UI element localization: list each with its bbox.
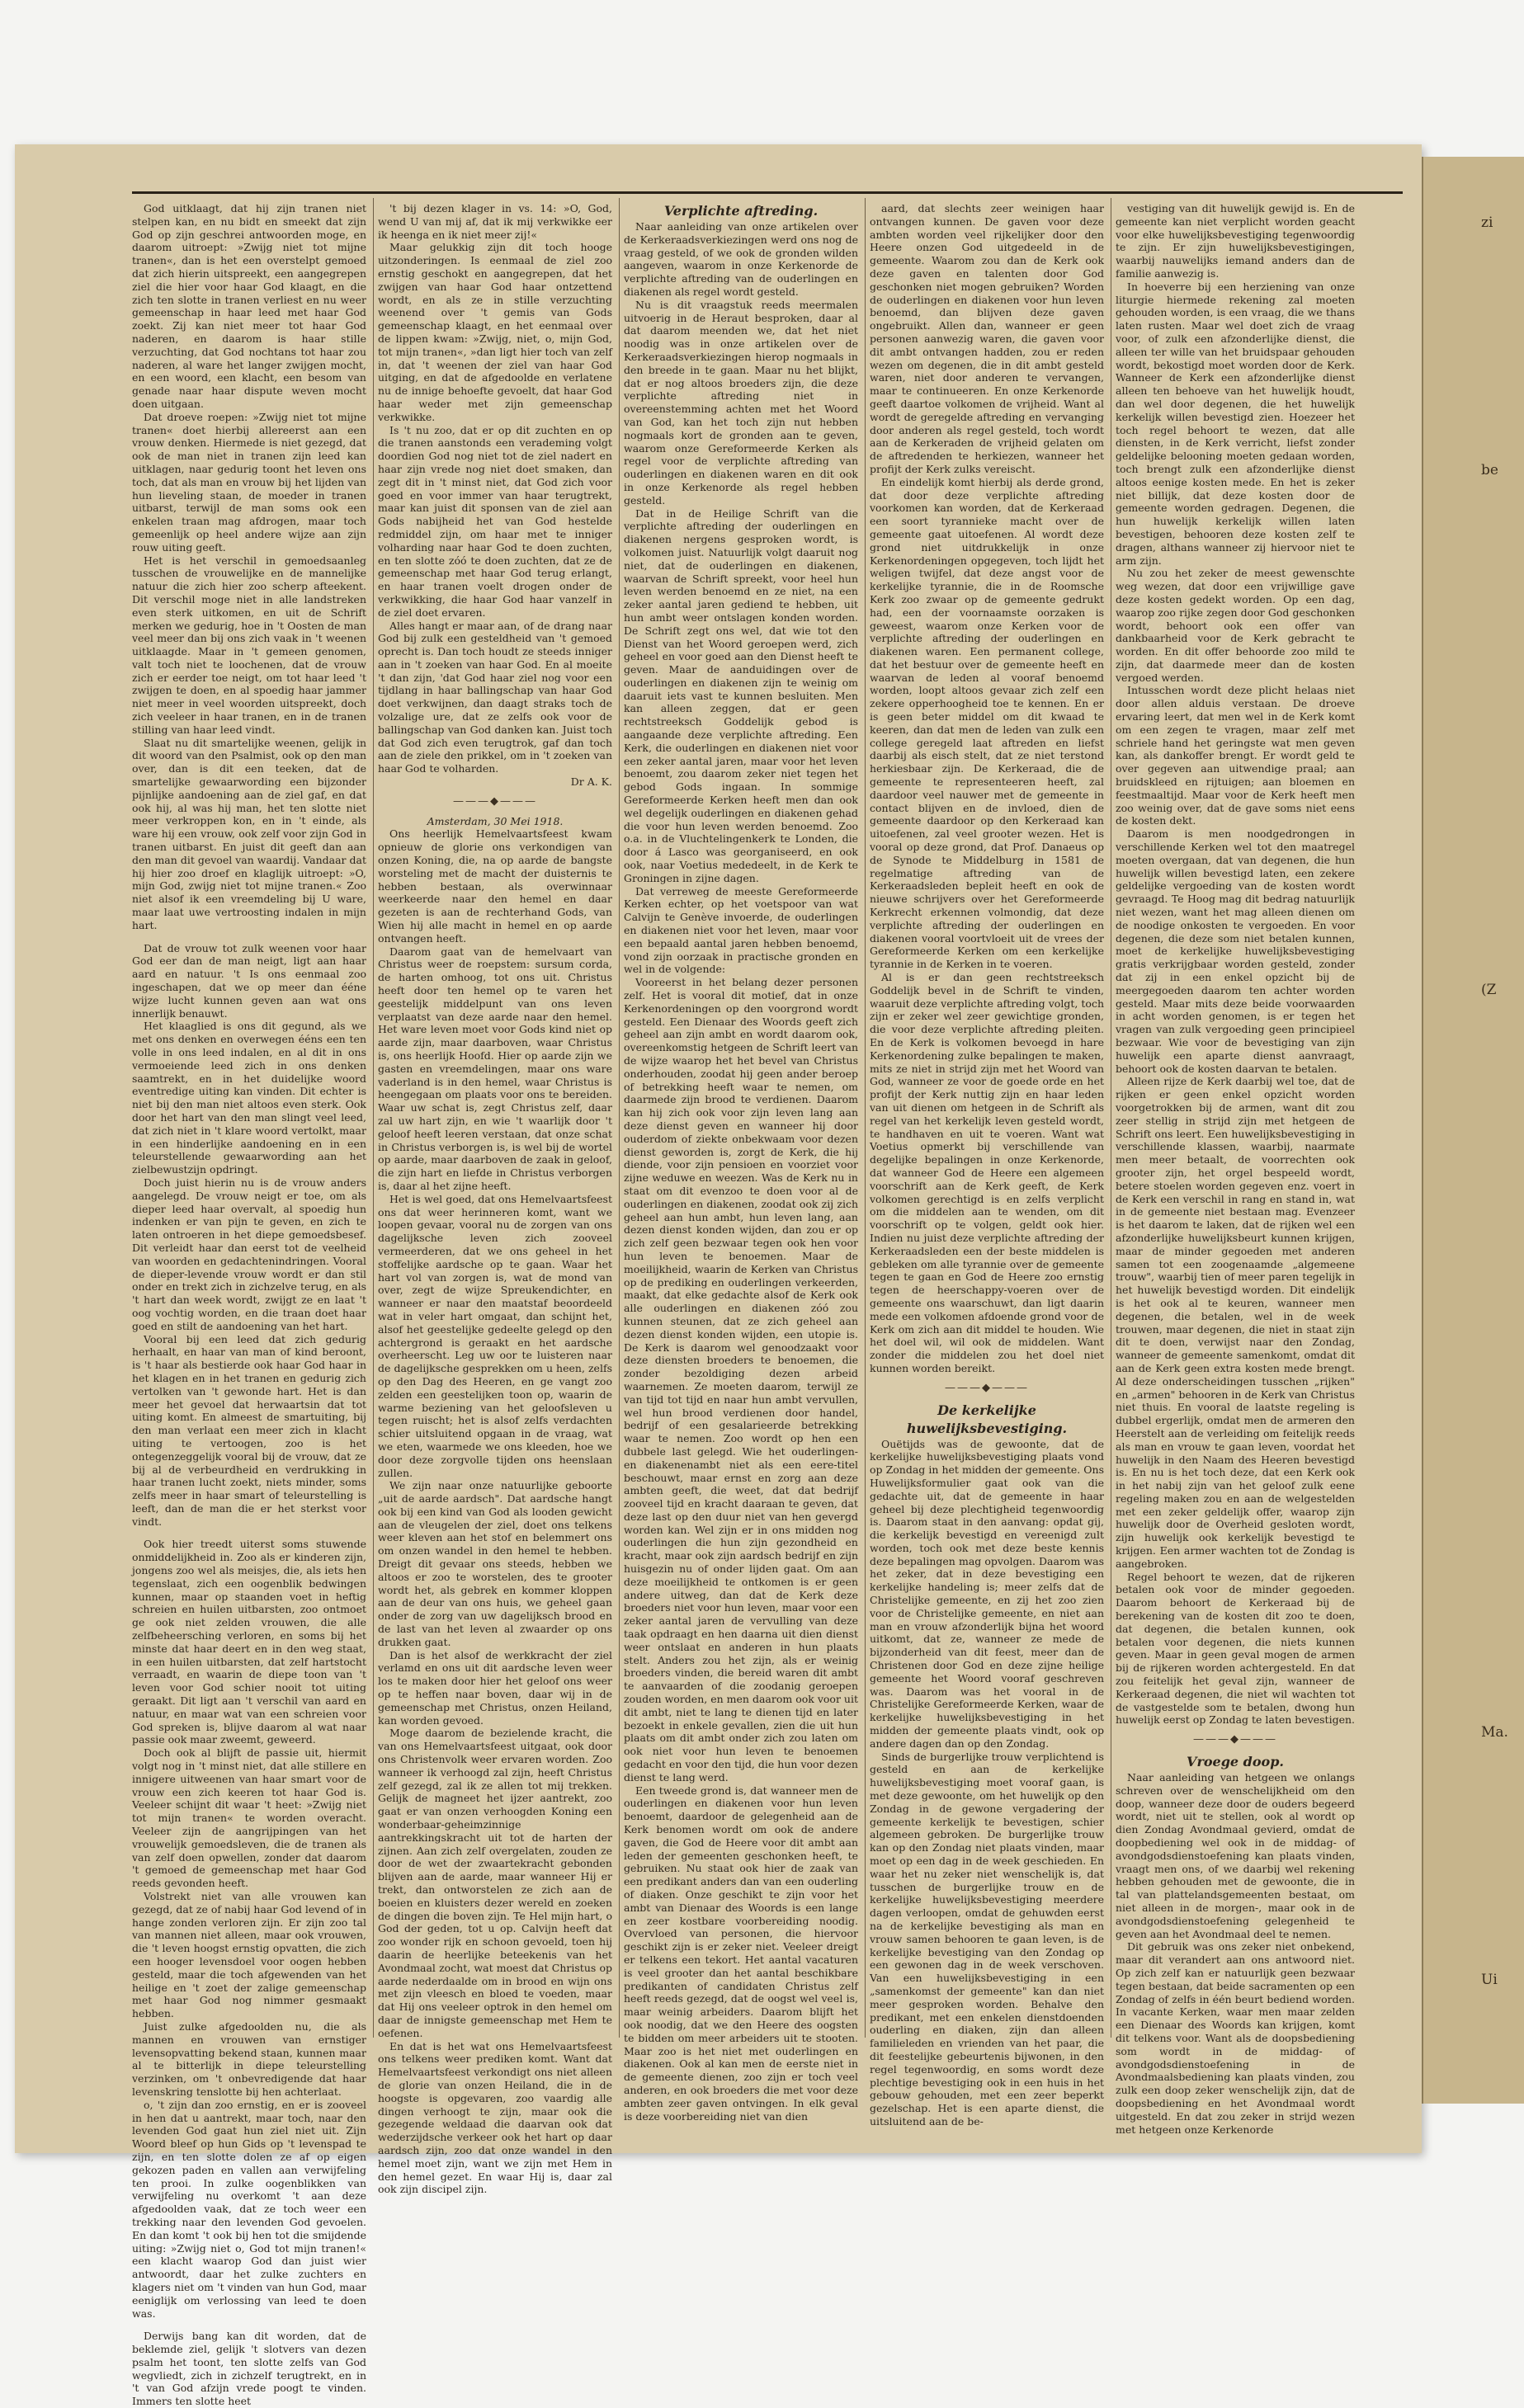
edge-snippet: (Z [1481,982,1497,998]
paragraph: In hoeverre bij een herziening van onze liturgie hiermede rekening zal moeten gehouden worden, is een vraag, die we thans laten rusten. Maar wel doet zich de vraag voor, of zulk een afzonderlijke dienst, die alleen ter wille van het bruidspaar gehouden wordt, bekostigd moet worden door de Kerk. Wanneer de Kerk een afzonderlijke dienst alleen ten behoeve van het huwelijk houdt, dan wel door degenen, die het huwelijk kerkelijk willen bevestigd zien. Hoezeer het toch regel behoort te wezen, dat alle diensten, in de Kerk verricht, liefst zonder geldelijke belooning moeten gedaan worden, toch brengt zulk een afzonderlijke dienst altoos eenige kosten mede. En het is zeker niet billijk, dat deze kosten door de gemeente worden gedragen. Degenen, die hun huwelijk kerkelijk willen laten bevestigen, behooren deze kosten zelf te dragen, althans wanneer zij hiervoor niet te arm zijn. [1116,280,1355,567]
paragraph: Het is wel goed, dat ons Hemelvaartsfeest ons dat weer herinneren komt, want we loopen gevaar, vooral nu de zorgen van ons dagelijksche leven zich zooveel vermeerderen, dat we ons geheel in het stoffelijke aardsche op te gaan. Waar het hart vol van zorgen is, wat de mond van over, zegt de wijze Spreukendichter, en wanneer er naar den maatstaf beoordeeld wat in veler hart omgaat, dan schijnt het, alsof het geestelijke gedeelte gelegd op den achtergrond is geraakt en het aardsche overheerscht. Leg uw oor te luisteren naar de dagelijksche gesprekken om u heen, zelfs op den Dag des Heeren, en ge vangt zoo zelden een geestelijken toon op, waarin de warme beziening van het geloofsleven u tegen ruischt; het is alsof zelfs verdachten schier uitsluitend opgaan in de vraag, wat we eten, waarmede we ons kleeden, hoe we door deze zorgvolle tijden ons heenslaan zullen. [378,1192,612,1479]
edge-snippet: zi [1481,214,1493,231]
ornament-divider: ———◆——— [945,1381,1029,1394]
paragraph: Dan is het alsof de werkkracht der ziel verlamd en ons uit dit aardsche leven weer los te maken door hier het geloof ons weer op te heffen naar boven, daar wij in de gemeenschap met Christus, onzen Heiland, kan worden gevoed. [378,1648,612,1727]
column-2 [378,202,612,2196]
paragraph: Is 't nu zoo, dat er op dit zuchten en op die tranen aanstonds een verademing volgt doordien God nog niet tot de ziel nadert en haar zijn vrede nog niet doet smaken, dan zegt dit in 't minst niet, dat God zich voor goed en voor immer van haar terugtrekt, maar kan juist dit sponsen van de ziel aan Gods nabijheid het van God hestelde redmiddel zijn, om haar met te inniger volharding naar haar God te doen zuchten, en ten slotte zóó te doen zuchten, dat ze de gemeenschap met haar God terug erlangt, en haar tranen voelt drogen onder de verkwikking, die haar God haar vanzelf in de ziel doet ervaren. [378,423,612,619]
column-1 [132,202,366,2408]
article-heading: Vroege doop. [1187,1754,1284,1770]
paragraph: Naar aanleiding van onze artikelen over de Kerkeraadsverkiezingen werd ons nog de vraag gesteld, of we ook de gronden wilden aangeven, waarom in onze Kerkenorde de verplichte aftreding van de ouderlingen en diakenen als regel wordt gesteld. [624,220,858,298]
paragraph: Ons heerlijk Hemelvaartsfeest kwam opnieuw de glorie ons verkondigen van onzen Koning, die, na op aarde de bangste worsteling met de macht der duisternis te hebben bestaan, als overwinnaar weerkeerde naar den hemel en daar gezeten is aan de rechterhand Gods, van Wien hij alle macht in hemel en op aarde ontvangen heeft. [378,827,612,945]
paragraph: Regel behoort te wezen, dat de rijkeren betalen ook voor de minder gegoeden. Daarom behoort de Kerkeraad bij de berekening van de kosten dit zoo te doen, dat degenen, die betalen kunnen, ook betalen voor degenen, die niets kunnen geven. Maar in geen geval mogen de armen bij de rijkeren worden achtergesteld. En dat zou feitelijk het geval zijn, wanneer de Kerkeraad degenen, die niet wil wachten tot de vastgestelde som te betalen, dwong hun huwelijk eerst op Zondag te laten bevestigen. [1116,1570,1355,1727]
edge-snippet: Ma. [1481,1724,1508,1741]
paragraph: Doch ook al blijft de passie uit, hiermit volgt nog in 't minst niet, dat alle stillere en innigere uitweenen van haar smart voor de vrouw een zich keeren tot haar God is. Veeleer schijnt dit waar 't heet: »Zwijg niet tot mijn tranen« te worden overacht. Veeleer zijn de aangrijpingen van het vrouwelijk gemoedsleven, die de tranen als van zelf doen opwellen, zonder dat daarom 't gemoed de gemeenschap met haar God reeds gevonden heeft. [132,1746,366,1890]
paragraph: God uitklaagt, dat hij zijn tranen niet stelpen kan, en nu bidt en smeekt dat zijn God op zijn geschrei antwoorden moge, en daarom uitroept: »Zwijg niet tot mijne tranen«, dan is het een overstelpt gemoed dat zich hierin uitspreekt, een aangegrepen ziel die hier voor haar God klaagt, en die zich ten slotte in tranen verliest en nu weer gemeenschap in haar leed met haar God zoekt. Zij kan niet meer tot haar God naderen, en daarom is haar stille verzuchting, dat God nochtans tot haar zou naderen, al ware het langer zwijgen mocht, en een woord, een klacht, een besom van genade naar haar dispute weven mocht doen uitgaan. [132,202,366,410]
paragraph: Vooreerst in het belang dezer personen zelf. Het is vooral dit motief, dat in onze Kerkenordeningen op den voorgrond wordt gesteld. Een Dienaar des Woords geeft zich geheel aan zijn ambt en wordt daarom ook, overeenkomstig hetgeen de Schrift leert van de wijze waarop het het bevel van Christus onderhouden, zoodat hij geen ander beroep of betrekking heeft waar te nemen, om daarmede zijn brood te verdienen. Daarom kan hij zich ook voor zijn leven lang aan deze dienst geven en wanneer hij door ouderdom of ziekte onbekwaam voor dezen dienst geworden is, zorgt de Kerk, die hij diende, voor zijn pensioen en voorziet voor zijne weduwe en weezen. Was de Kerk nu in staat om dit evenzoo te doen voor al de ouderlingen en diakenen, zoodat ook zij zich geheel aan hun ambt, hun leven lang, aan dezen dienst konden wijden, dan zou er op zich zelf geen bezwaar tegen ook hen voor hun leven te benoemen. Maar de moeilijkheid, waarin de Kerken van Christus op de prediking en ouderlingen verkeerden, maakt, dat elke gedachte alsof de Kerk ook alle ouderlingen en diakenen zóó zou kunnen steunen, dat ze zich geheel aan dezen dienst konden wijden, een utopie is. De Kerk is daarom wel genoodzaakt voor deze diensten broeders te benoemen, die zonder bezoldiging dezen arbeid waarnemen. Ze moeten daarom, terwijl ze van tijd tot tijd en naar hun ambt vervullen, wel hun brood verdienen door handel, bedrijf of een gesalarieerde betrekking waar te nemen. Zoo wordt op hen een dubbele last gelegd. Wie het ouderlingen- en diakenenambt niet als een eere-titel beschouwt, maar ernst en zorg aan deze ambten geeft, die weet, dat dat bedrijf zooveel tijd en kracht daaraan te geven, dat deze last op den duur niet van hen gevergd worden kan. Wel zijn er in ons midden nog ouderlingen die hun zijn gezondheid en kracht, maar ook zijn aardsch bedrijf en zijn huisgezin nu of onder lijden gaat. Om aan deze moeilijkheid te ontkomen is er geen andere uitweg, dan dat de Kerk deze broeders niet voor hun leven, maar voor een zeker aantal jaren de vervulling van deze taak opdraagt en hen daarna uit dien dienst weer ontslaat en anderen in hun plaats stelt. Anders zou het zijn, als er weinig broeders vinden, die bereid waren dit ambt te aanvaarden of die zoodanig geroepen zouden worden, en men daarom ook voor uit dit ambt, niet te lang te dienen tijd en later bezoekt in enkele gevallen, zien die uit hun plaats om dit ambt onder zich zou laten om ook niet voor hun leven te benoemen gedacht en voor den tijd, die hun voor dezen dienst te lang werd. [624,976,858,1784]
paragraph: o, 't zijn dan zoo ernstig, en er is zooveel in hen dat u aantrekt, maar toch, naar den levenden God gaat hun ziel niet uit. Zijn Woord bleef op hun Gids op 't levenspad te zijn, en ten slotte dolen ze af op eigen gekozen paden en vallen aan verwijfeling ten prooi. In zulke oogenblikken van verwijfeling nu overkomt 't aan deze afgedoolden vaak, dat ze toch weer een trekking naar den levenden God gevoelen. En dan komt 't ook bij hen tot die smijdende uiting: »Zwijg niet o, God tot mijn tranen!« een klacht waarop God dan juist wier antwoordt, daar het zulke zuchters en klagers niet om 't vinden van hun God, maar eeniglijk om verlossing van leed te doen was. [132,2098,366,2320]
article-heading: Verplichte aftreding. [663,203,819,219]
adjacent-page-edge [1422,157,1524,2104]
column-rule [619,198,620,2038]
paragraph: Nu is dit vraagstuk reeds meermalen uitvoerig in de Heraut besproken, daar al dat daarom meenden we, dat het niet noodig was in onze artikelen over de Kerkeraadsverkiezingen hierop nogmaals in den breede in te gaan. Maar nu het blijkt, dat er nog altoos broeders zijn, die deze verplichte aftreding niet in overeenstemming achten met het Woord van God, kan het toch zijn nut hebben nogmaals kort de gronden aan te geven, waarom onze Gereformeerde Kerken als regel voor de verplichte aftreding van ouderlingen en diakenen waren en dit ook in onze Kerkenorde als regel hebben gesteld. [624,298,858,507]
paragraph: Vooral bij een leed dat zich gedurig herhaalt, en haar van man of kind beroont, is 't haar als bestierde ook haar God haar in het klagen en in het tranen en gedurig zich vertolken van 't gewonde hart. Het is dan meer het gevoel dat herwaartsin dat tot uiting komt. En almeest de smartuiting, bij den man verlaat een meer zich in klacht uiting te vertoogen, zoo is het ontegenzeggelijk vooral bij de vrouw, dat ze bij al de verbeurdheid en verdrukking in haar tranen lucht zoekt, niets minder, soms zelfs meer in haar smart of teleurstelling is leeft, dan de man die er het sterkst voor vindt. [132,1332,366,1528]
paragraph: Slaat nu dit smartelijke weenen, gelijk in dit woord van den Psalmist, ook op den man over, dan is dit een teeken, dat de smartelijke gewaarwording een bijzonder pijnlijke aandoening aan de ziel gaf, en dat ook hij, al was hij man, het ten slotte niet meer verkroppen kon, en in 't einde, als ware hij een vrouw, ook zelf voor zijn God in tranen uitbarst. En juist dit geeft dan aan den man dit gevoel van waardij. Vandaar dat hij hier zoo droef en klaglijk uitroept: »O, mijn God, zwijg niet tot mijne tranen.« Zoo niet alsof ik een vreemdeling bij U ware, maar laat uwe vertroosting indalen in mijn hart. [132,736,366,931]
paragraph: Sinds de burgerlijke trouw verplichtend is gesteld en aan de kerkelijke huwelijksbevestiging moet vooraf gaan, is met deze gewoonte, om het huwelijk op den Zondag in de gewone vergadering der gemeente kerkelijk te bevestigen, schier algemeen gebroken. De burgerlijke trouw kan op den Zondag niet plaats vinden, maar moet op een dag in de week geschieden. En waar het nu zeker niet wenschelijk is, dat tusschen de burgerlijke trouw en de kerkelijke huwelijksbevestiging meerdere dagen verloopen, omdat de gehuwden eerst na de kerkelijke bevestiging als man en vrouw samen behooren te gaan leven, is de kerkelijke bevestiging van den Zondag op een gewonen dag in de week verschoven. Van een huwelijksbevestiging in een „samenkomst der gemeente" kan dan niet meer gesproken worden. Behalve den predikant, met een enkelen dienstdoenden ouderling en diaken, zijn dan alleen familieleden en vrienden van het paar, die dit feestelijke gebeurtenis bijwonen, in den regel tegenwoordig, en soms wordt deze plechtige bevestiging ook in een huis in het gebouw gehouden, met een zeer beperkt gezelschap. Het is een aparte dienst, die uitsluitend aan de be- [870,1750,1104,2128]
paragraph: Juist zulke afgedoolden nu, die als mannen en vrouwen van ernstiger levensopvatting bekend staan, kunnen maar al te bitterlijk in diepe teleurstelling verzinken, om 't onbevredigende dat haar levenskring tenslotte bij hen achterlaat. [132,2019,366,2098]
paragraph: Derwijs bang kan dit worden, dat de beklemde ziel, gelijk 't slotvers van dezen psalm het toont, ten slotte zelfs van God wegvliedt, zich in zichzelf terugtrekt, en in 't van God afzijn vrede poogt te vinden. Immers ten slotte heet [132,2330,366,2408]
ornament-divider: ———◆——— [1193,1733,1277,1746]
paragraph: Dat in de Heilige Schrift van die verplichte aftreding der ouderlingen en diakenen nergens gesproken wordt, is volkomen juist. Natuurlijk volgt daaruit nog niet, dat de ouderlingen en diakenen, waarvan de Schrift spreekt, voor heel hun leven werden benoemd en ze niet, na een zeker aantal jaren gediend te hebben, uit hun ambt weer ontslagen konden worden. De Schrift zegt ons wel, dat wie tot den Dienst van het Woord geroepen werd, zich geheel en voor goed aan den Dienst heeft te geven. Maar de aanduidingen over de ouderlingen en diakenen zijn te weinig om daaruit iets vast te kunnen besluiten. Men kan alleen zeggen, dat er geen rechtstreeksch Goddelijk gebod is aangaande deze verplichte aftreding. Een Kerk, die ouderlingen en diakenen niet voor een zeker aantal jaren, maar voor het leven benoemt, zou daarom zeker niet tegen het gebod Gods ingaan. In sommige Gereformeerde Kerken heeft men dan ook wel degelijk ouderlingen en diakenen gehad die voor hun leven werden benoemd. Zoo o.a. in de Vluchtelingenkerk te Londen, die door á Lasco was georganiseerd, en ook ook, naar Voetius mededeelt, in de Kerk te Groningen in zijne dagen. [624,507,858,884]
paragraph: Dit gebruik was ons zeker niet onbekend, maar dit verandert aan ons antwoord niet. Op zich zelf kan er natuurlijk geen bezwaar tegen bestaan, dat beide sacramenten op een Zondag of zelfs in één beurt bediend worden. In vacante Kerken, waar men maar zelden een Dienaar des Woords kan krijgen, komt dit telkens voor. Want als de doopsbediening som wordt in de middag- of avondgodsdienstoefening in de Avondmaalsbediening kan plaats vinden, zou zulk een doop zeker wenschelijk zijn, dat de doopsbediening en het Avondmaal wordt uitgesteld. En dat zou zeker in strijd wezen met hetgeen onze Kerkenorde [1116,1940,1355,2136]
paragraph: Al is er dan geen rechtstreeksch Goddelijk bevel in de Schrift te vinden, waaruit deze verplichte aftreding volgt, toch zijn er zeker wel zeer gewichtige gronden, die voor deze verplichte aftreding pleiten. En de Kerk is volkomen bevoegd in hare Kerkenordening zulke bepalingen te maken, mits ze niet in strijd zijn met het Woord van God, wanneer ze voor de goede orde en het profijt der Kerk nuttig zijn en haar leden van uit dienen om hetgeen in de Schrift als regel van het kerkelijk leven gesteld wordt, te handhaven en uit te voeren. Want wat Voetius opmerkt bij verschillende van degelijke bepalingen in onze Kerkenorde, dat wanneer God de Heere een algemeen voorschrift aan de Kerk geeft, de Kerk volkomen gerechtigd is en zelfs verplicht om die middelen aan te wenden, om dit voorschrift op te volgen, geldt ook hier. Indien nu juist deze verplichte aftreding der Kerkeraadsleden een der beste middelen is gebleken om alle tyrannie over de gemeente tegen te gaan en God de Heere zoo ernstig tegen de heerschappy-voeren over de gemeente ons waarschuwt, dan ligt daarin mede een volkomen afdoende grond voor de Kerk om zich aan dit middel te houden. Wie het doel wil, wil ook de middelen. Want zonder die middelen zou het doel niet kunnen worden bereikt. [870,971,1104,1374]
column-4 [870,202,1104,2128]
paragraph: Doch juist hierin nu is de vrouw anders aangelegd. De vrouw neigt er toe, om als dieper leed haar overvalt, al spoedig hun indenken er van pijn te geven, en zich te laten ontroeren in het diepe gemoedsbesef. Dit verleidt haar dan eerst tot de veelheid van woorden en gedachtenindringen. Vooral de dieper-levende vrouw wordt er dan stil onder en trekt zich in zichzelve terug, en als 't hart dan week wordt, zwijgt ze en laat 't oog vochtig worden, en die traan doet haar goed en stilt de aandoening van het hart. [132,1176,366,1332]
paragraph: Dat verreweg de meeste Gereformeerde Kerken echter, op het voetspoor van wat Calvijn te Genève invoerde, de ouderlingen en diakenen niet voor het leven, maar voor een bepaald aantal jaren hebben benoemd, vond zijn oorzaak in practische gronden en wel in de volgende: [624,884,858,976]
paragraph: 't bij dezen klager in vs. 14: »O, God, wend U van mij af, dat ik mij verkwikke eer ik heenga en ik niet meer zij!« [378,202,612,241]
dateline: Amsterdam, 30 Mei 1918. [427,814,564,827]
author-signature: Dr A. K. [570,775,612,789]
column-rule [373,198,374,2038]
paragraph: We zijn naar onze natuurlijke geboorte „uit de aarde aardsch". Dat aardsche hangt ook bij een kind van God als looden gewicht aan de vleugelen der ziel, doet ons telkens weer kleven aan het stof en belemmert ons om onzen wandel in den hemel te hebben. Dreigt dit gevaar ons steeds, hebben we altoos er zoo te worstelen, des te grooter wordt het, als gebrek en kommer kloppen aan de deur van ons huis, we geheel gaan onder de zorg van uw dagelijksch brood en de last van het leven al zwaarder op ons drukken gaat. [378,1479,612,1648]
article-heading: De kerkelijke huwelijksbevestiging. [906,1402,1068,1436]
paragraph: Intusschen wordt deze plicht helaas niet door allen alduis verstaan. De droeve ervaring leert, dat men wel in de Kerk komt om een zegen te vragen, maar zelf met schriele hand het geringste wat men geven kan, als dankoffer brengt. Er wordt geld te over gegeven aan uitwendige praal; aan bruidskleed en rijtuigen; aan bloemen en feestmaaltijd. Maar voor de Kerk heeft men zoo weinig over, dat de gave soms niet eens de kosten dekt. [1116,684,1355,827]
edge-snippet: be [1481,462,1498,478]
paragraph: Dat de vrouw tot zulk weenen voor haar God eer dan de man neigt, ligt aan haar aard en natuur. 't Is ons eenmaal zoo ingeschapen, dat we op meer dan ééne wijze lucht kunnen geven aan wat ons innerlijk benauwt. [132,941,366,1020]
column-3 [624,202,858,2123]
paragraph: Nu zou het zeker de meest gewenschte weg wezen, dat door een vrijwillige gave deze kosten gedekt worden. Op een dag, waarop zoo rijke zegen door God geschonken wordt, behoort ook een offer van dankbaarheid voor de Kerk gebracht te worden. En dit offer behoorde zoo mild te zijn, dat daarmede meer dan de kosten vergoed werden. [1116,567,1355,684]
paragraph: En dat is het wat ons Hemelvaartsfeest ons telkens weer prediken komt. Want dat Hemelvaartsfeest verkondigt ons niet alleen de glorie van onzen Heiland, die in de hoogste is opgevaren, zoo vaardig alle dingen verhoogt te zijn, maar ook die gezegende weldaad die daarvan ook dat wederzijdsche verkeer ook het hart op daar aardsch zijn, zoo dat onze wandel in den hemel moet zijn, want we zijn met Hem in den hemel gezet. En waar Hij is, daar zal ook zijn discipel zijn. [378,2039,612,2196]
paragraph: Ook hier treedt uiterst soms stuwende onmiddelijkheid in. Zoo als er kinderen zijn, jongens zoo wel als meisjes, die, als iets hen tegenslaat, zich een oogenblik bedwingen kunnen, maar op staanden voet in heftig schreien en huilen uitbarsten, zoo ontmoet ge ook niet zelden vrouwen, die alle zelfbeheersching verloren, en soms bij het minste dat haar deert en in den weg staat, in een huilen uitbarsten, dat zelf hartstocht verraadt, en waarin de diepe toon van 't leven voor God schier nooit tot uiting geraakt. Dit ligt aan 't verschil van aard en natuur, en maar wat van een schreien voor God spreken is, blijve daarom al wat naar passie ook maar zweemt, geweerd. [132,1538,366,1746]
edge-snippet: Ui [1481,1972,1498,1988]
paragraph: Volstrekt niet van alle vrouwen kan gezegd, dat ze of nabij haar God levend of in hange zonden verloren zijn. Er zijn zoo tal van mannen niet alleen, maar ook vrouwen, die 't leven hoogst ernstig opvatten, die zich een hooger levensdoel voor oogen hebben gesteld, maar die toch afgewenden van het heilige en 't zoet der zalige gemeenschap met haar God nog nimmer gesmaakt hebben. [132,1890,366,2020]
paragraph: Moge daarom de bezielende kracht, die van ons Hemelvaartsfeest uitgaat, ook door ons Christenvolk weer ervaren worden. Zoo wanneer ik verhoogd zal zijn, heeft Christus zelf gezegd, zal ik ze allen tot mij trekken. Gelijk de magneet het ijzer aantrekt, zoo gaat er van onzen verhoogden Koning een wonderbaar-geheimzinnige aantrekkingskracht uit tot de harten der zijnen. Aan zich zelf overgelaten, zouden ze door de wet der zwaartekracht gebonden blijven aan de aarde, maar wanneer Hij er trekt, dan ontworstelen ze zich aan de boeien en kluisters dezer wereld en zoeken de dingen die boven zijn. Te Hel mijn hart, o God der geden, tot u op. Calvijn heeft dat zoo wonder rijk en schoon gevoeld, toen hij daarin de heerlijke beteekenis van het Avondmaal zocht, wat moest dat Christus op aarde nederdaalde om in brood en wijn ons met zijn vleesch en bloed te voeden, maar dat Hij ons veeleer optrok in den hemel om daar de innigste gemeenschap met Hem te oefenen. [378,1727,612,2039]
ornament-divider: ———◆——— [453,794,537,808]
paragraph: Een tweede grond is, dat wanneer men de ouderlingen en diakenen voor hun leven benoemt, daardoor de gelegenheid aan de Kerk benomen wordt om ook de andere gaven, die God de Heere voor dit ambt aan leden der gemeenten geschonken heeft, te gebruiken. Nu staat ook hier de zaak van een predikant anders dan van een ouderling of diaken. Onze geschikt te zijn voor het ambt van Dienaar des Woords is een lange en zeer kostbare voorbereiding noodig. Overvloed van personen, die hiervoor geschikt zijn is er zeker niet. Veeleer dreigt er telkens een tekort. Het aantal vacaturen is veel grooter dan het aantal beschikbare predikanten of candidaten Christus zelf heeft reeds gezegd, dat de oogst wel veel is, maar weinig arbeiders. Daarom blijft het ook noodig, dat we den Heere des oogsten te bidden om meer arbeiders uit te stooten. Maar zoo is het niet met ouderlingen en diakenen. Ook al kan men de eerste niet in de gemeente dienen, zoo zijn er toch veel anderen, en ook broeders die met voor deze ambten zeer gaven ontvingen. In elk geval is deze voorbereiding niet van dien [624,1784,858,2123]
paragraph: vestiging van dit huwelijk gewijd is. En de gemeente kan niet verplicht worden geacht voor elke huwelijksbevestiging tegenwoordig te zijn. Er zijn huwelijksbevestigingen, waarbij nauwelijks iemand anders dan de familie aanwezig is. [1116,202,1355,280]
header-rule [132,191,1403,194]
paragraph: Daarom is men noodgedrongen in verschillende Kerken wel tot den maatregel moeten overgaan, dat van degenen, die hun huwelijk willen bevestigd laten, een zekere geldelijke vergoeding van de kosten wordt gevraagd. Te Hoog mag dit bedrag natuurlijk niet wezen, want het mag alleen dienen om de noodige onkosten te vergoeden. En voor degenen, die deze som niet betalen kunnen, moet de kerkelijke huwelijksbevestiging gratis verkrijgbaar worden gesteld, zonder dat zij in een enkel opzicht bij de meergegoeden daarom ten achter worden gesteld. Maar mits deze beide voorwaarden in acht worden genomen, is er tegen het vragen van zulk vergoeding geen principieel bezwaar. Wie voor de bevestiging van zijn huwelijk een aparte dienst aanvraagt, behoort ook de kosten daarvan te betalen. [1116,827,1355,1075]
paragraph: Ouëtijds was de gewoonte, dat de kerkelijke huwelijksbevestiging plaats vond op Zondag in het midden der gemeente. Ons Huwelijksformulier gaat ook van die gedachte uit, dat de gemeente in haar geheel bij deze plechtigheid tegenwoordig is. Daarom staat in den aanvang: opdat gij, die kerkelijk bevestigd en vereenigd zult worden, toch ook met deze beste kennis deze bepalingen mag opvolgen. Daarom was het zeker, dat in deze bevestiging een kerkelijke handeling is; meer zelfs dat de Christelijke gemeente, en zij het zoo zien voor de Christelijke gemeente, en niet aan man en vrouw afzonderlijk bijna het woord uitkomt, dat ze, wanneer ze mede de bijzonderheid van dit feest, meer dan de Christenen door God en deze zijne heilige gemeente het Woord vooraf geschreven was. Daarom was het vooral in de Christelijke Gereformeerde Kerken, waar de kerkelijke huwelijksbevestiging in het midden der gemeente plaats vindt, ook op andere dagen dan op den Zondag. [870,1437,1104,1750]
paragraph: Alleen rijze de Kerk daarbij wel toe, dat de rijken er geen enkel opzicht worden voorgetrokken bij de armen, want dit zou zeer stellig in strijd zijn met hetgeen de Schrift ons leert. Een huwelijksbevestiging in verschillende klassen, waarbij, naarmate men meer betaalt, de voorrechten ook grooter zijn, het orgel bespeeld wordt, betere stoelen worden gegeven enz. voert in de Kerk een verschil in rang en stand in, wat in de gemeente niet bestaan mag. Evenzeer is het daarom te laken, dat de rijken wel een afzonderlijke huwelijksbeurt kunnen krijgen, maar de minder gegoeden met anderen samen tot een zoogenaamde „algemeene trouw", waarbij tien of meer paren tegelijk in het huwelijk bevestigd worden. Dit eindelijk is het ook al te keuren, wanneer men degenen, die betalen, wel in de week trouwen, maar degenen, die niet in staat zijn dit te doen, verwijst naar den Zondag, wanneer de gemeente samenkomt, omdat dit aan de Kerk geen extra kosten mede brengt. Al deze onderscheidingen tusschen „rijken" en „armen" behooren in de Kerk van Christus niet thuis. En vooral de laatste regeling is dubbel ergerlijk, omdat men de armeren den Heerstelt aan de verleiding om feitelijk reeds als man en vrouw te gaan leven, voordat het huwelijk in den Naam des Heeren bevestigd is. En nu is het toch deze, dat een Kerk ook in het nabij zijn van het geloof zulk eene regeling maken zou en aan de welgestelden met een zeker geldelijk offer, waarop zijn huwelijk door de Overheid gesloten wordt, zijn huwelijk ook kerkelijk bevestigd te krijgen. Een armer wachten tot de Zondag is aangebroken. [1116,1075,1355,1570]
paragraph: Maar gelukkig zijn dit toch hooge uitzonderingen. Is eenmaal de ziel zoo ernstig geschokt en aangegrepen, dat het zwijgen van haar God haar ontzettend wordt, en als ze in stille verzuchting weenend over 't gemis van Gods gemeenschap klaagt, en het eenmaal over de lippen kwam: »Zwijg, niet, o, mijn God, tot mijn tranen«, »dan ligt hier toch van zelf in, dat 't weenen der ziel van haar God uitging, en dat de afgedoolde en verlatene nu de innige behoefte gevoelt, dat haar God haar weder met zijn gemeenschap verkwikke. [378,241,612,423]
column-5 [1116,202,1355,2136]
paragraph: En eindelijk komt hierbij als derde grond, dat door deze verplichte aftreding voorkomen kan worden, dat de Kerkeraad een soort tyrannieke macht over de gemeente gaat uitoefenen. Al wordt deze grond niet uitdrukkelijk in onze Kerkenordeningen opgegeven, toch lijdt het weligen twijfel, dat deze angst voor de kerkelijke tyrannie, die in de Roomsche Kerk zoo zwaar op de gemeente gedrukt had, een der voornaamste oorzaken is geweest, waarom onze Kerken voor de verplichte aftreding der ouderlingen en diakenen waren. Een permanent college, dat het bestuur over de gemeente heeft en waarvan de leden al vooraf benoemd worden, loopt altoos gevaar zich zelf een zekere opperhoogheid toe te kennen. En er is geen beter middel om dit kwaad te keeren, dan dat men de leden van zulk een college geregeld laat aftreden en liefst daarbij als eisch stelt, dat ze niet terstond herkiesbaar zijn. De Kerkeraad, die de gemeente te representeeren heeft, zal daardoor veel nauwer met de gemeente in contact blijven en de invloed, dien de gemeente daardoor op den Kerkeraad kan uitoefenen, zal veel grooter wezen. Het is vooral op deze grond, dat Prof. Danaeus op de Synode te Middelburg in 1581 de regelmatige aftreding van de Kerkeraadsleden bepleit heeft en ook de nieuwe schrijvers over het Gereformeerde Kerkrecht erkennen volmondig, dat deze verplichte aftreding der ouderlingen en diakenen vooral voortvloeit uit de vrees der Gereformeerde Kerken om een kerkelijke tyrannie in de Kerken in te voeren. [870,475,1104,971]
paragraph: Daarom gaat van de hemelvaart van Christus weer de roepstem: sursum corda, de harten omhoog, tot ons uit. Christus heeft door ten hemel op te varen het geestelijk middelpunt van ons leven verplaatst van deze aarde naar den hemel. Het ware leven moet voor Gods kind niet op aarde zijn, maar daarboven, waar Christus is, ons heerlijk Hoofd. Hier op aarde zijn we gasten en vreemdelingen, maar ons ware vaderland is in den hemel, waar Christus is heengegaan om plaats voor ons te bereiden. Waar uw schat is, zegt Christus zelf, daar zal uw hart zijn, en wie 't waarlijk door 't geloof heeft leeren verstaan, dat onze schat in Christus verborgen is, is wel bij de wortel op aarde, maar daarboven de zaak in geloof, die zijn hart en liefde in Christus verborgen is, daar al het zijne heeft. [378,945,612,1192]
paragraph: aard, dat slechts zeer weinigen haar ontvangen kunnen. De gaven voor deze ambten worden veel rijkelijker door den Heere onzen God uitgedeeld in de gemeente. Waarom zou dan de Kerk ook deze gaven en talenten door God geschonken niet mogen gebruiken? Worden de ouderlingen en diakenen voor hun leven benoemd, dan blijven deze gaven ongebruikt. Allen dan, wanneer er geen personen aanwezig waren, die gaven voor dit ambt ontvangen hadden, zou er reden wezen om degenen, die in dit ambt gesteld waren, niet door anderen te vervangen, maar te continueeren. En onze Kerkenorde geeft daartoe volkomen de vrijheid. Want al wordt de geregelde aftreding en vervanging door anderen als regel gesteld, toch wordt aan de Kerkeraden de vrijheid gelaten om de aftredenden te herkiezen, wanneer het profijt der Kerk zulks vereischt. [870,202,1104,475]
paragraph: Het is het verschil in gemoedsaanleg tusschen de vrouwelijke en de mannelijke natuur die zich hier zoo scherp afteekent. Dit verschil moge niet in alle landstreken even sterk uitkomen, en uit de Schrift merken we gedurig, hoe in 't Oosten de man veel meer dan bij ons zich vaak in 't weenen uitklaagde. Maar in 't gemeen genomen, valt toch niet te loochenen, dat de vrouw zich er eerder toe neigt, om tot haar leed 't zwijgen te doen, en al spoedig haar jammer niet meer in veel woorden uitspreekt, doch zich veeleer in haar tranen, en in de tranen stilling van haar leed vindt. [132,554,366,736]
column-rule [865,198,866,2038]
paragraph: Het klaaglied is ons dit gegund, als we met ons denken en overwegen ééns een ten volle in ons leed indalen, en al dit in ons vermoeiende leed zich in ons denken saamtrekt, en in het duidelijke woord eventredige uiting kan vinden. Dit echter is niet bij den man niet altoos even sterk. Ook door het hart van den man slingt veel leed, dat zich niet in 't klare woord vertolkt, maar in een hinderlijke aandoening en in een teleurstellende gewaarwording aan het zielbewustzijn opdringt. [132,1020,366,1176]
paragraph: Alles hangt er maar aan, of de drang naar God bij zulk een gesteldheid van 't gemoed oprecht is. Dan toch houdt ze steeds inniger aan in 't zoeken van haar God. En al moeite 't dan zijn, 'dat God haar ziel nog voor een tijdlang in haar ballingschap van haar God doet verkwijnen, dan daagt straks toch de volzalige ure, dat ze zelfs ook voor de ballingschap van God danken kan. Juist toch dat God zich even terugtrok, gaf dan toch aan de ziele den prikkel, om in 't zoeken van haar God te volharden. [378,619,612,775]
paragraph: Dat droeve roepen: »Zwijg niet tot mijne tranen« doet hierbij allereerst aan een vrouw denken. Hiermede is niet gezegd, dat ook de man niet in tranen zijn leed kan uitklagen, naar gedurig toont het leven ons toch, dat als man en vrouw bij het lijden van hun lieveling staan, de moeder in tranen uitbarst, terwijl de man soms ook een enkelen traan mag afdrogen, maar toch gemeenlijk op heel andere wijze aan zijn rouw uiting geeft. [132,410,366,554]
paragraph: Naar aanleiding van hetgeen we onlangs schreven over de wenschelijkheid om den doop, wanneer deze door de ouders begeerd wordt, niet uit te stellen, ook al wordt op dien Zondag Avondmaal gevierd, omdat de doopbediening wel ook in de middag- of avondgodsdienstoefening kan plaats vinden, vraagt men ons, of we daarbij wel rekening hebben gehouden met de gewoonte, die in tal van plattelandsgemeenten bestaat, om niet alleen in de morgen-, maar ook in de avondgodsdienstoefening gelegenheid te geven aan het Avondmaal deel te nemen. [1116,1771,1355,1940]
